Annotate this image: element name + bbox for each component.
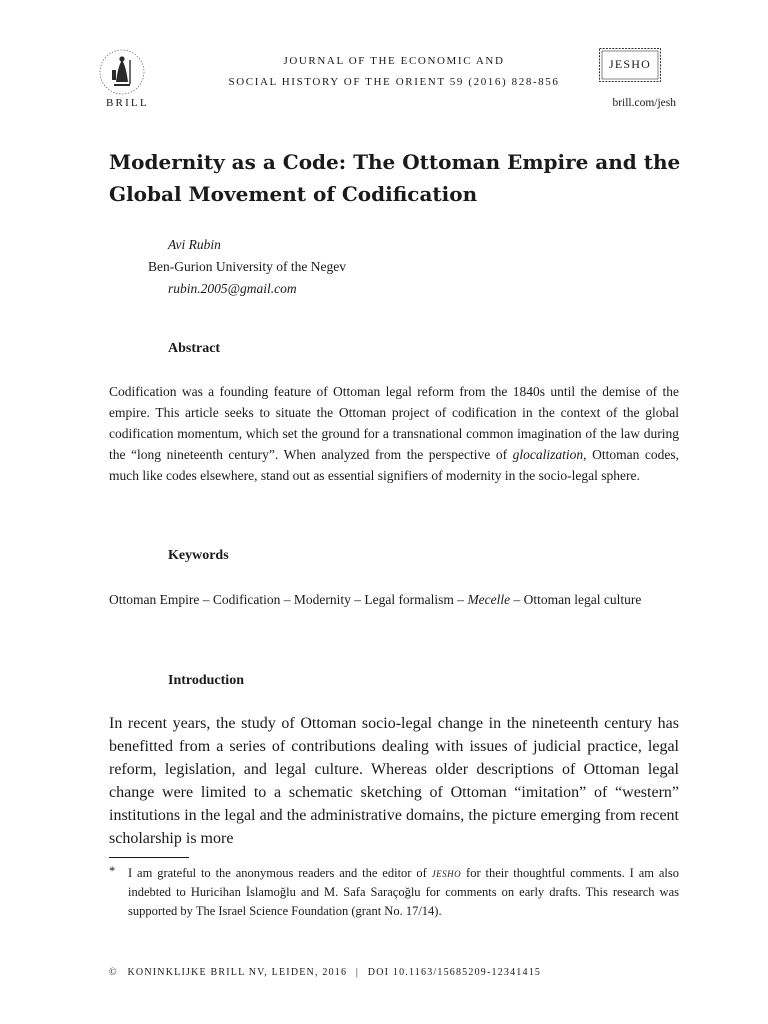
page-header xyxy=(0,0,768,120)
journal-url-link[interactable]: brill.com/jesh xyxy=(612,97,676,109)
abstract-emphasis: glocalization xyxy=(512,447,584,462)
page-footer xyxy=(109,967,679,978)
copyright-text: KONINKLIJKE BRILL NV, LEIDEN, 2016 xyxy=(127,967,348,978)
footnote-marker: * xyxy=(109,864,116,878)
journal-abbreviation-inline: jesho xyxy=(431,866,462,880)
journal-abbreviation: JESHO xyxy=(608,57,651,71)
abstract-text: Codification was a founding feature of Ottoman legal reform from the 1840s until the demise of the empire. This article seeks to situate the Ottoman project of codification in the context of the global codification momentum, which set the ground for a transnational common imagination of the law during the “long nineteenth century”. When analyzed from the perspective of glocalization, Ottoman codes, much like codes elsewhere, stand out as essential signifiers of modernity in the socio-legal sphere. xyxy=(109,384,680,483)
keywords-text: Ottoman Empire – Codification – Modernity – Legal formalism – Mecelle – Ottoman legal culture xyxy=(109,592,642,607)
keywords-heading: Keywords xyxy=(168,548,229,563)
copyright-symbol: © xyxy=(109,967,118,978)
introduction-text: In recent years, the study of Ottoman socio-legal change in the nineteenth century has benefitted from a series of contributions dealing with issues of judicial practice, legal reform, legislation, and legal culture. Whereas older descriptions of Ottoman legal change were limited to a schematic sketching of Ottoman “imitation” of “western” institutions in the legal and the administrative domains, the picture emerging from recent scholarship is more xyxy=(109,715,679,847)
author-name: Avi Rubin xyxy=(168,237,221,252)
author-email-link[interactable]: rubin.2005@gmail.com xyxy=(168,281,297,296)
author-affiliation: Ben-Gurion University of the Negev xyxy=(148,259,346,274)
article-title: Modernity as a Code: The Ottoman Empire and the Global Movement of Codification xyxy=(109,150,681,206)
abstract-heading: Abstract xyxy=(168,341,221,356)
brill-logo-icon xyxy=(96,46,148,98)
footer-separator: | xyxy=(355,967,360,978)
journal-title-line-2: SOCIAL HISTORY OF THE ORIENT 59 (2016) 828-856 xyxy=(228,76,560,88)
journal-title-line-1: JOURNAL OF THE ECONOMIC AND xyxy=(283,55,505,67)
keyword-emphasis: Mecelle xyxy=(467,592,511,607)
publisher-name: BRILL xyxy=(106,97,149,109)
introduction-heading: Introduction xyxy=(168,673,244,688)
footnote-divider xyxy=(109,857,189,858)
footnote-text: I am grateful to the anonymous readers and the editor of jesho for their thoughtful comments. I am also indebted to Huricihan İslamoğlu and M. Safa Saraçoğlu for comments on early drafts. This research was supported by The Israel Science Foundation (grant No. 17/14). xyxy=(128,866,679,918)
doi-link[interactable]: DOI 10.1163/15685209-12341415 xyxy=(367,967,542,978)
